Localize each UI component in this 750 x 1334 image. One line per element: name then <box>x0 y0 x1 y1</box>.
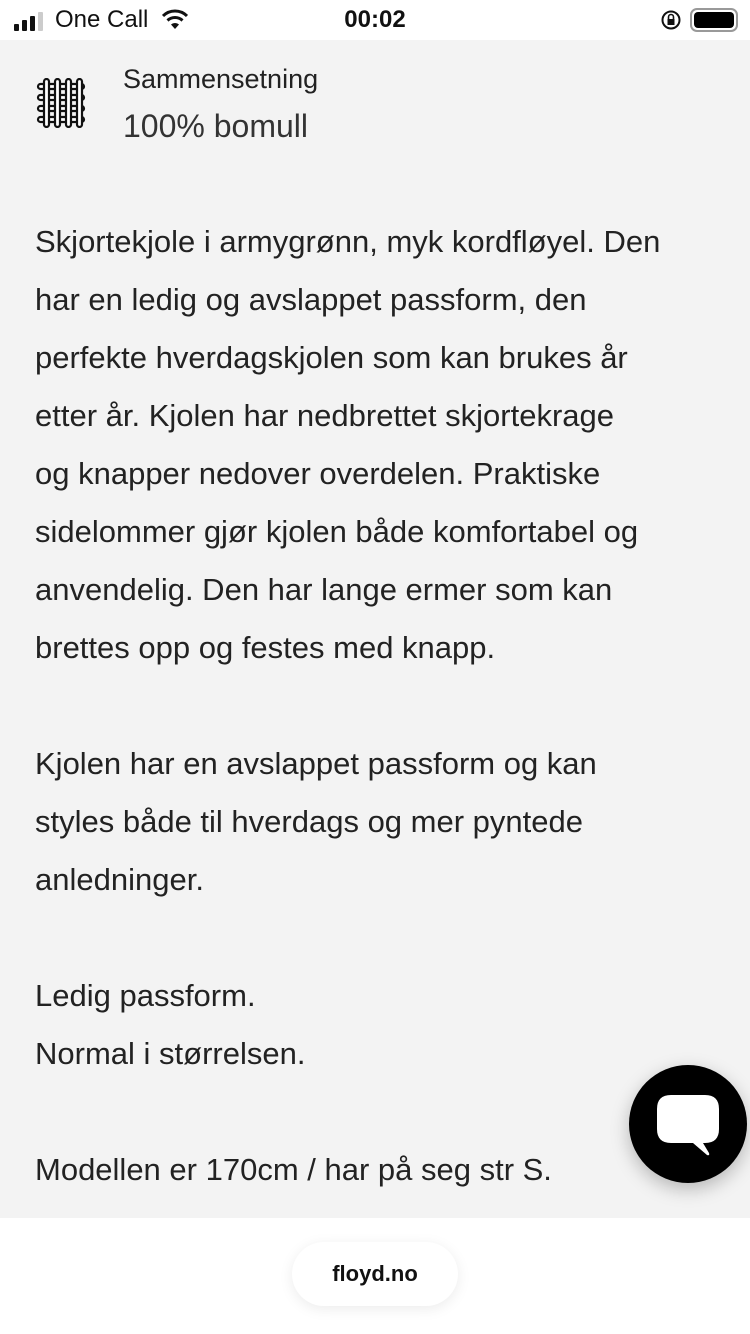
text-line: Ledig passform. <box>35 978 256 1013</box>
text-line: etter år. Kjolen har nedbrettet skjortekrage <box>35 398 614 433</box>
text-line: og knapper nedover overdelen. Praktiske <box>35 456 601 491</box>
text-line: Skjortekjole i armygrønn, myk kordfløyel. Den <box>35 224 661 259</box>
text-line: perfekte hverdagskjolen som kan brukes år <box>35 340 628 375</box>
description-paragraph <box>35 735 735 909</box>
orientation-lock-icon <box>660 9 682 31</box>
text-line: Modellen er 170cm / har på seg str S. <box>35 1152 552 1187</box>
chat-bubble-icon <box>629 1065 747 1183</box>
composition-value: 100% bomull <box>123 108 308 144</box>
text-line: Kjolen har en avslappet passform og kan <box>35 746 597 781</box>
url-pill[interactable]: floyd.no <box>292 1242 458 1306</box>
carrier-name: One Call <box>55 6 149 33</box>
text-line: Normal i størrelsen. <box>35 1036 306 1071</box>
battery-icon <box>690 8 738 32</box>
product-details <box>0 40 750 1218</box>
product-description <box>35 213 735 1199</box>
text-line: har en ledig og avslappet passform, den <box>35 282 587 317</box>
text-line: styles både til hverdags og mer pyntede <box>35 804 583 839</box>
status-bar <box>0 0 750 40</box>
text-line: anvendelig. Den har lange ermer som kan <box>35 572 613 607</box>
clock: 00:02 <box>344 6 406 33</box>
chat-button[interactable] <box>629 1065 747 1183</box>
composition-title: Sammensetning <box>123 64 319 94</box>
text-line: brettes opp og festes med knapp. <box>35 630 496 665</box>
text-line: sidelommer gjør kjolen både komfortabel og <box>35 514 639 549</box>
text-line: anledninger. <box>35 862 204 897</box>
browser-footer <box>0 1218 750 1334</box>
fabric-weave-icon <box>35 78 87 128</box>
description-paragraph <box>35 213 735 677</box>
